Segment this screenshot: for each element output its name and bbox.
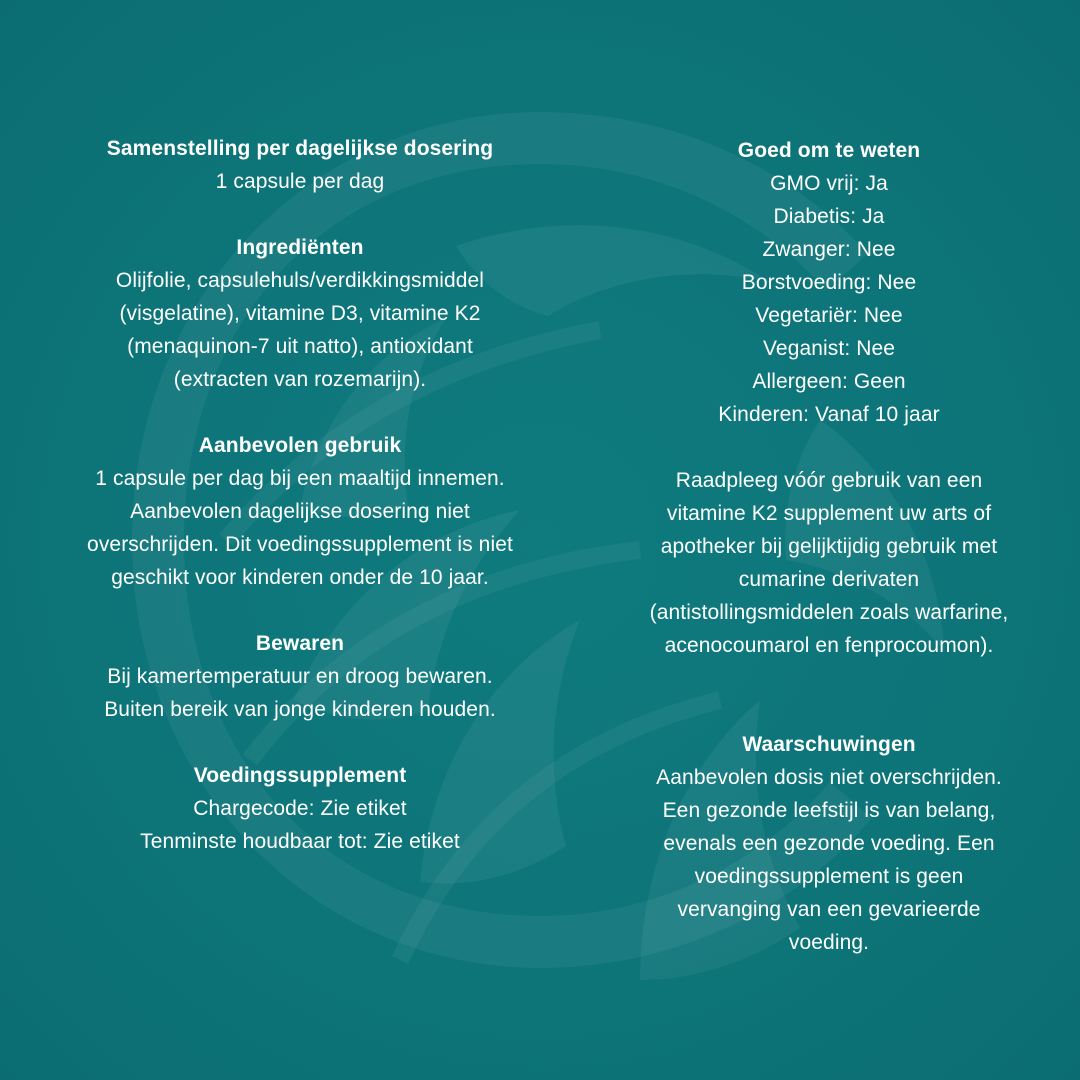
recommended-use-line: Aanbevolen dagelijkse dosering niet <box>130 500 470 523</box>
composition-heading: Samenstelling per dagelijkse dosering <box>106 137 494 160</box>
warnings-line: evenals een gezonde voeding. Een <box>663 832 995 855</box>
recommended-use-section <box>40 429 560 594</box>
warnings-line: voeding. <box>788 931 870 954</box>
good-to-know-item: GMO vrij: Ja <box>770 172 888 195</box>
composition-section <box>40 132 560 198</box>
consult-line: cumarine derivaten <box>738 568 920 591</box>
charge-code-line: Chargecode: Zie etiket <box>193 797 407 820</box>
consult-line: vitamine K2 supplement uw arts of <box>666 502 992 525</box>
warnings-heading: Waarschuwingen <box>742 733 916 756</box>
ingredients-line: (menaquinon-7 uit natto), antioxidant <box>127 335 473 358</box>
warnings-line: Een gezonde leefstijl is van belang, <box>662 799 996 822</box>
best-before-line: Tenminste houdbaar tot: Zie etiket <box>140 830 460 853</box>
recommended-use-line: 1 capsule per dag bij een maaltijd innemen. <box>95 467 505 490</box>
consult-line: apotheker bij gelijktijdig gebruik met <box>660 535 998 558</box>
ingredients-section <box>40 231 560 396</box>
good-to-know-section <box>600 134 1058 431</box>
good-to-know-item: Diabetis: Ja <box>773 205 885 228</box>
supplement-section <box>40 759 560 858</box>
good-to-know-item: Zwanger: Nee <box>762 238 896 261</box>
ingredients-line: Olijfolie, capsulehuls/verdikkingsmiddel <box>115 269 485 292</box>
consult-line: Raadpleeg vóór gebruik van een <box>675 469 983 492</box>
ingredients-line: (extracten van rozemarijn). <box>173 368 427 391</box>
recommended-use-line: overschrijden. Dit voedingssupplement is niet <box>87 533 513 556</box>
warnings-line: voedingssupplement is geen <box>694 865 964 888</box>
supplement-heading: Voedingssupplement <box>193 764 407 787</box>
good-to-know-item: Veganist: Nee <box>762 337 896 360</box>
left-column <box>40 132 560 858</box>
storage-line: Bij kamertemperatuur en droog bewaren. <box>107 665 493 688</box>
consult-line: (antistollingsmiddelen zoals warfarine, <box>649 601 1009 624</box>
warnings-line: Aanbevolen dosis niet overschrijden. <box>656 766 1002 789</box>
good-to-know-item: Vegetariër: Nee <box>755 304 903 327</box>
right-column <box>600 134 1058 959</box>
ingredients-heading: Ingrediënten <box>236 236 364 259</box>
recommended-use-line: geschikt voor kinderen onder de 10 jaar. <box>111 566 489 589</box>
consult-section <box>600 464 1058 662</box>
warnings-line: vervanging van een gevarieerde <box>677 898 981 921</box>
storage-line: Buiten bereik van jonge kinderen houden. <box>104 698 496 721</box>
good-to-know-item: Kinderen: Vanaf 10 jaar <box>718 403 940 426</box>
good-to-know-item: Borstvoeding: Nee <box>741 271 917 294</box>
consult-line: acenocoumarol en fenprocoumon). <box>664 634 994 657</box>
storage-heading: Bewaren <box>255 632 345 655</box>
warnings-section <box>600 728 1058 959</box>
good-to-know-heading: Goed om te weten <box>737 139 921 162</box>
good-to-know-item: Allergeen: Geen <box>752 370 906 393</box>
recommended-use-heading: Aanbevolen gebruik <box>198 434 402 457</box>
composition-line: 1 capsule per dag <box>215 170 385 193</box>
ingredients-line: (visgelatine), vitamine D3, vitamine K2 <box>119 302 481 325</box>
storage-section <box>40 627 560 726</box>
